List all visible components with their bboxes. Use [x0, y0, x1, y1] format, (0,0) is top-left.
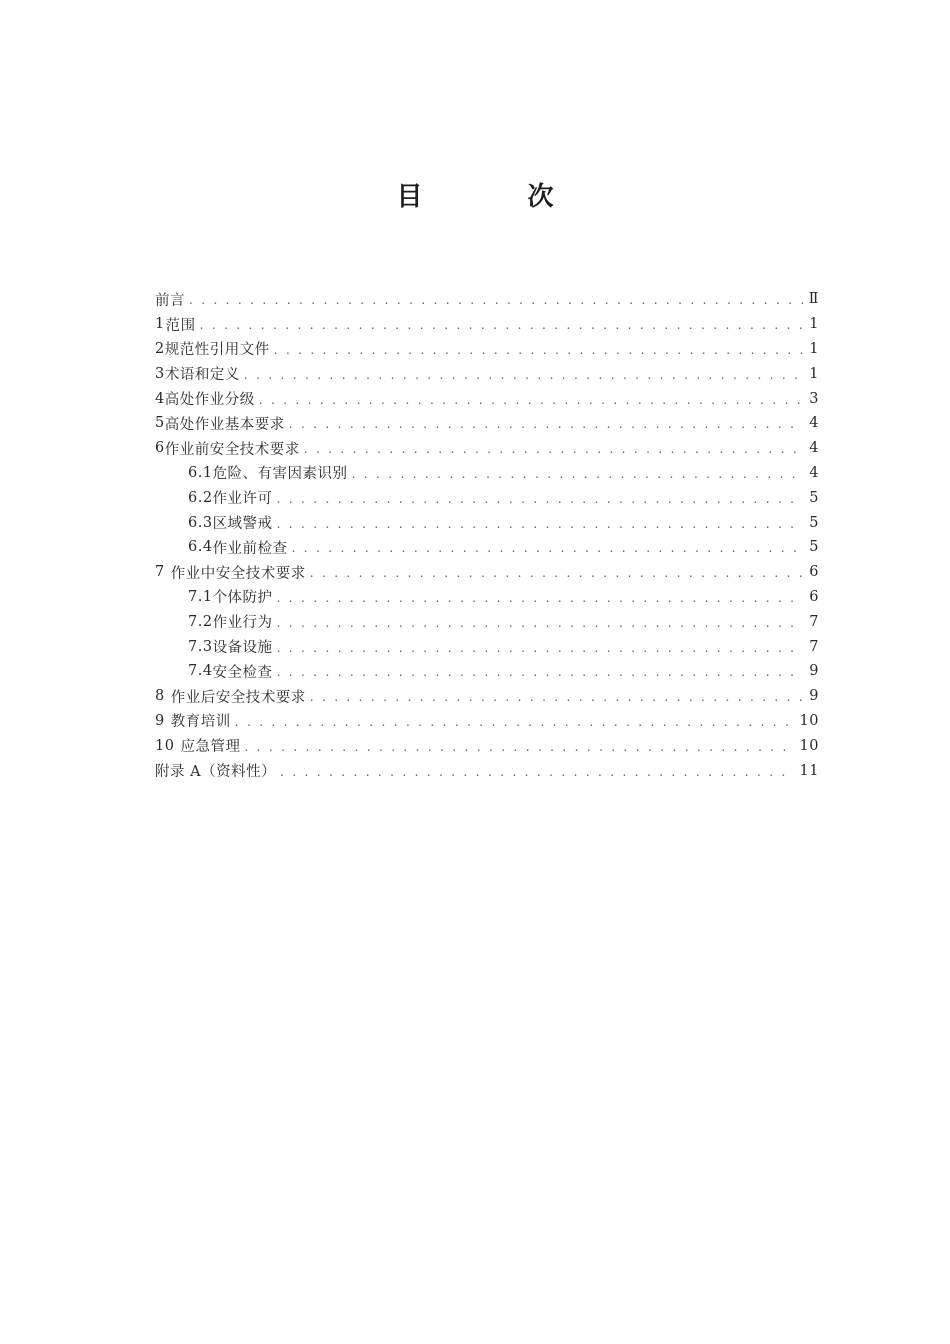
toc-entry-title: 规范性引用文件: [164, 342, 270, 359]
dot-leader: [259, 393, 803, 407]
toc-entry-page: 7: [809, 613, 819, 630]
dot-leader: [310, 566, 803, 580]
toc-entry-number: 7.1: [188, 588, 213, 605]
toc-entry-page: 5: [809, 489, 819, 506]
dot-leader: [244, 368, 803, 382]
table-of-contents: [155, 287, 819, 783]
toc-entry-10[interactable]: [155, 733, 819, 758]
toc-entry-number: 7: [155, 564, 165, 581]
toc-entry-page: 10: [799, 712, 819, 729]
toc-entry-number: 6.4: [188, 539, 213, 556]
dot-leader: [310, 690, 803, 704]
toc-entry-6-2[interactable]: [155, 485, 819, 510]
dot-leader: [277, 665, 803, 679]
toc-entry-page: 1: [809, 340, 819, 357]
toc-entry-4[interactable]: [155, 386, 819, 411]
toc-entry-8[interactable]: [155, 684, 819, 709]
toc-entry-title: 附录 A（资料性）: [155, 764, 277, 781]
toc-entry-page: 3: [809, 390, 819, 407]
toc-entry-page: 5: [809, 539, 819, 556]
page-title: 目 次: [396, 182, 602, 212]
toc-entry-title: 范围: [165, 317, 196, 334]
toc-entry-title: 作业前安全技术要求: [164, 441, 300, 458]
toc-entry-title: 区域警戒: [212, 516, 273, 533]
toc-entry-title: 前言: [155, 292, 185, 309]
toc-entry-title: 危险、有害因素识别: [212, 466, 348, 483]
toc-entry-title: 术语和定义: [164, 367, 240, 384]
toc-entry-6[interactable]: [155, 436, 819, 461]
toc-entry-7-2[interactable]: [155, 609, 819, 634]
toc-entry-number: 2: [155, 340, 165, 357]
toc-entry-title: 高处作业基本要求: [164, 416, 285, 433]
dot-leader: [274, 343, 803, 357]
dot-leader: [352, 467, 803, 481]
toc-entry-number: 4: [155, 390, 165, 407]
toc-entry-number: 6: [155, 440, 165, 457]
toc-entry-title: 作业前检查: [212, 540, 288, 557]
toc-entry-6-4[interactable]: [155, 535, 819, 560]
toc-entry-title: 教育培训: [170, 714, 231, 731]
toc-entry-title: 作业许可: [212, 491, 273, 508]
toc-entry-appendix-a[interactable]: [155, 758, 819, 783]
toc-entry-title: 安全检查: [212, 664, 273, 681]
toc-entry-page: 9: [809, 688, 819, 705]
toc-entry-page: 10: [799, 737, 819, 754]
toc-entry-number: 3: [155, 365, 165, 382]
toc-entry-number: 6.3: [188, 514, 213, 531]
dot-leader: [289, 417, 803, 431]
toc-entry-number: 7.4: [188, 663, 213, 680]
toc-entry-title: 作业行为: [212, 615, 273, 632]
toc-entry-9[interactable]: [155, 709, 819, 734]
dot-leader: [292, 541, 803, 555]
toc-entry-page: 6: [809, 564, 819, 581]
toc-entry-page: 4: [809, 464, 819, 481]
toc-entry-7[interactable]: [155, 560, 819, 585]
toc-entry-page: 7: [809, 638, 819, 655]
toc-entry-number: 7.3: [188, 638, 213, 655]
toc-entry-2[interactable]: [155, 337, 819, 362]
dot-leader: [200, 318, 803, 332]
dot-leader: [189, 293, 803, 307]
toc-entry-page: 11: [799, 762, 819, 779]
toc-entry-number: 6.2: [188, 489, 213, 506]
dot-leader: [277, 616, 803, 630]
dot-leader: [277, 492, 803, 506]
toc-entry-number: 10: [155, 737, 175, 754]
dot-leader: [235, 715, 794, 729]
toc-entry-number: 9: [155, 712, 165, 729]
toc-entry-page: 1: [809, 316, 819, 333]
toc-entry-5[interactable]: [155, 411, 819, 436]
toc-entry-title: 应急管理: [180, 739, 241, 756]
dot-leader: [277, 591, 803, 605]
dot-leader: [304, 442, 803, 456]
toc-entry-page: Ⅱ: [808, 291, 819, 308]
toc-entry-title: 设备设施: [212, 640, 273, 657]
toc-entry-7-1[interactable]: [155, 585, 819, 610]
toc-entry-title: 个体防护: [212, 590, 273, 607]
toc-entry-page: 4: [809, 415, 819, 432]
toc-entry-foreword[interactable]: [155, 287, 819, 312]
toc-entry-page: 4: [809, 440, 819, 457]
toc-entry-1[interactable]: [155, 312, 819, 337]
toc-entry-number: 8: [155, 688, 165, 705]
toc-entry-3[interactable]: [155, 361, 819, 386]
toc-entry-title: 作业后安全技术要求: [170, 689, 306, 706]
toc-entry-number: 6.1: [188, 464, 213, 481]
toc-entry-7-4[interactable]: [155, 659, 819, 684]
toc-entry-6-1[interactable]: [155, 461, 819, 486]
toc-entry-page: 6: [809, 588, 819, 605]
toc-entry-page: 5: [809, 514, 819, 531]
toc-entry-title: 高处作业分级: [164, 392, 255, 409]
toc-entry-number: 7.2: [188, 613, 213, 630]
toc-entry-7-3[interactable]: [155, 634, 819, 659]
dot-leader: [277, 641, 803, 655]
dot-leader: [280, 765, 793, 779]
toc-entry-title: 作业中安全技术要求: [170, 565, 306, 582]
toc-entry-number: 1: [155, 316, 165, 333]
toc-entry-page: 9: [809, 663, 819, 680]
toc-entry-6-3[interactable]: [155, 510, 819, 535]
dot-leader: [277, 517, 803, 531]
dot-leader: [244, 740, 793, 754]
toc-entry-page: 1: [809, 365, 819, 382]
toc-entry-number: 5: [155, 415, 165, 432]
